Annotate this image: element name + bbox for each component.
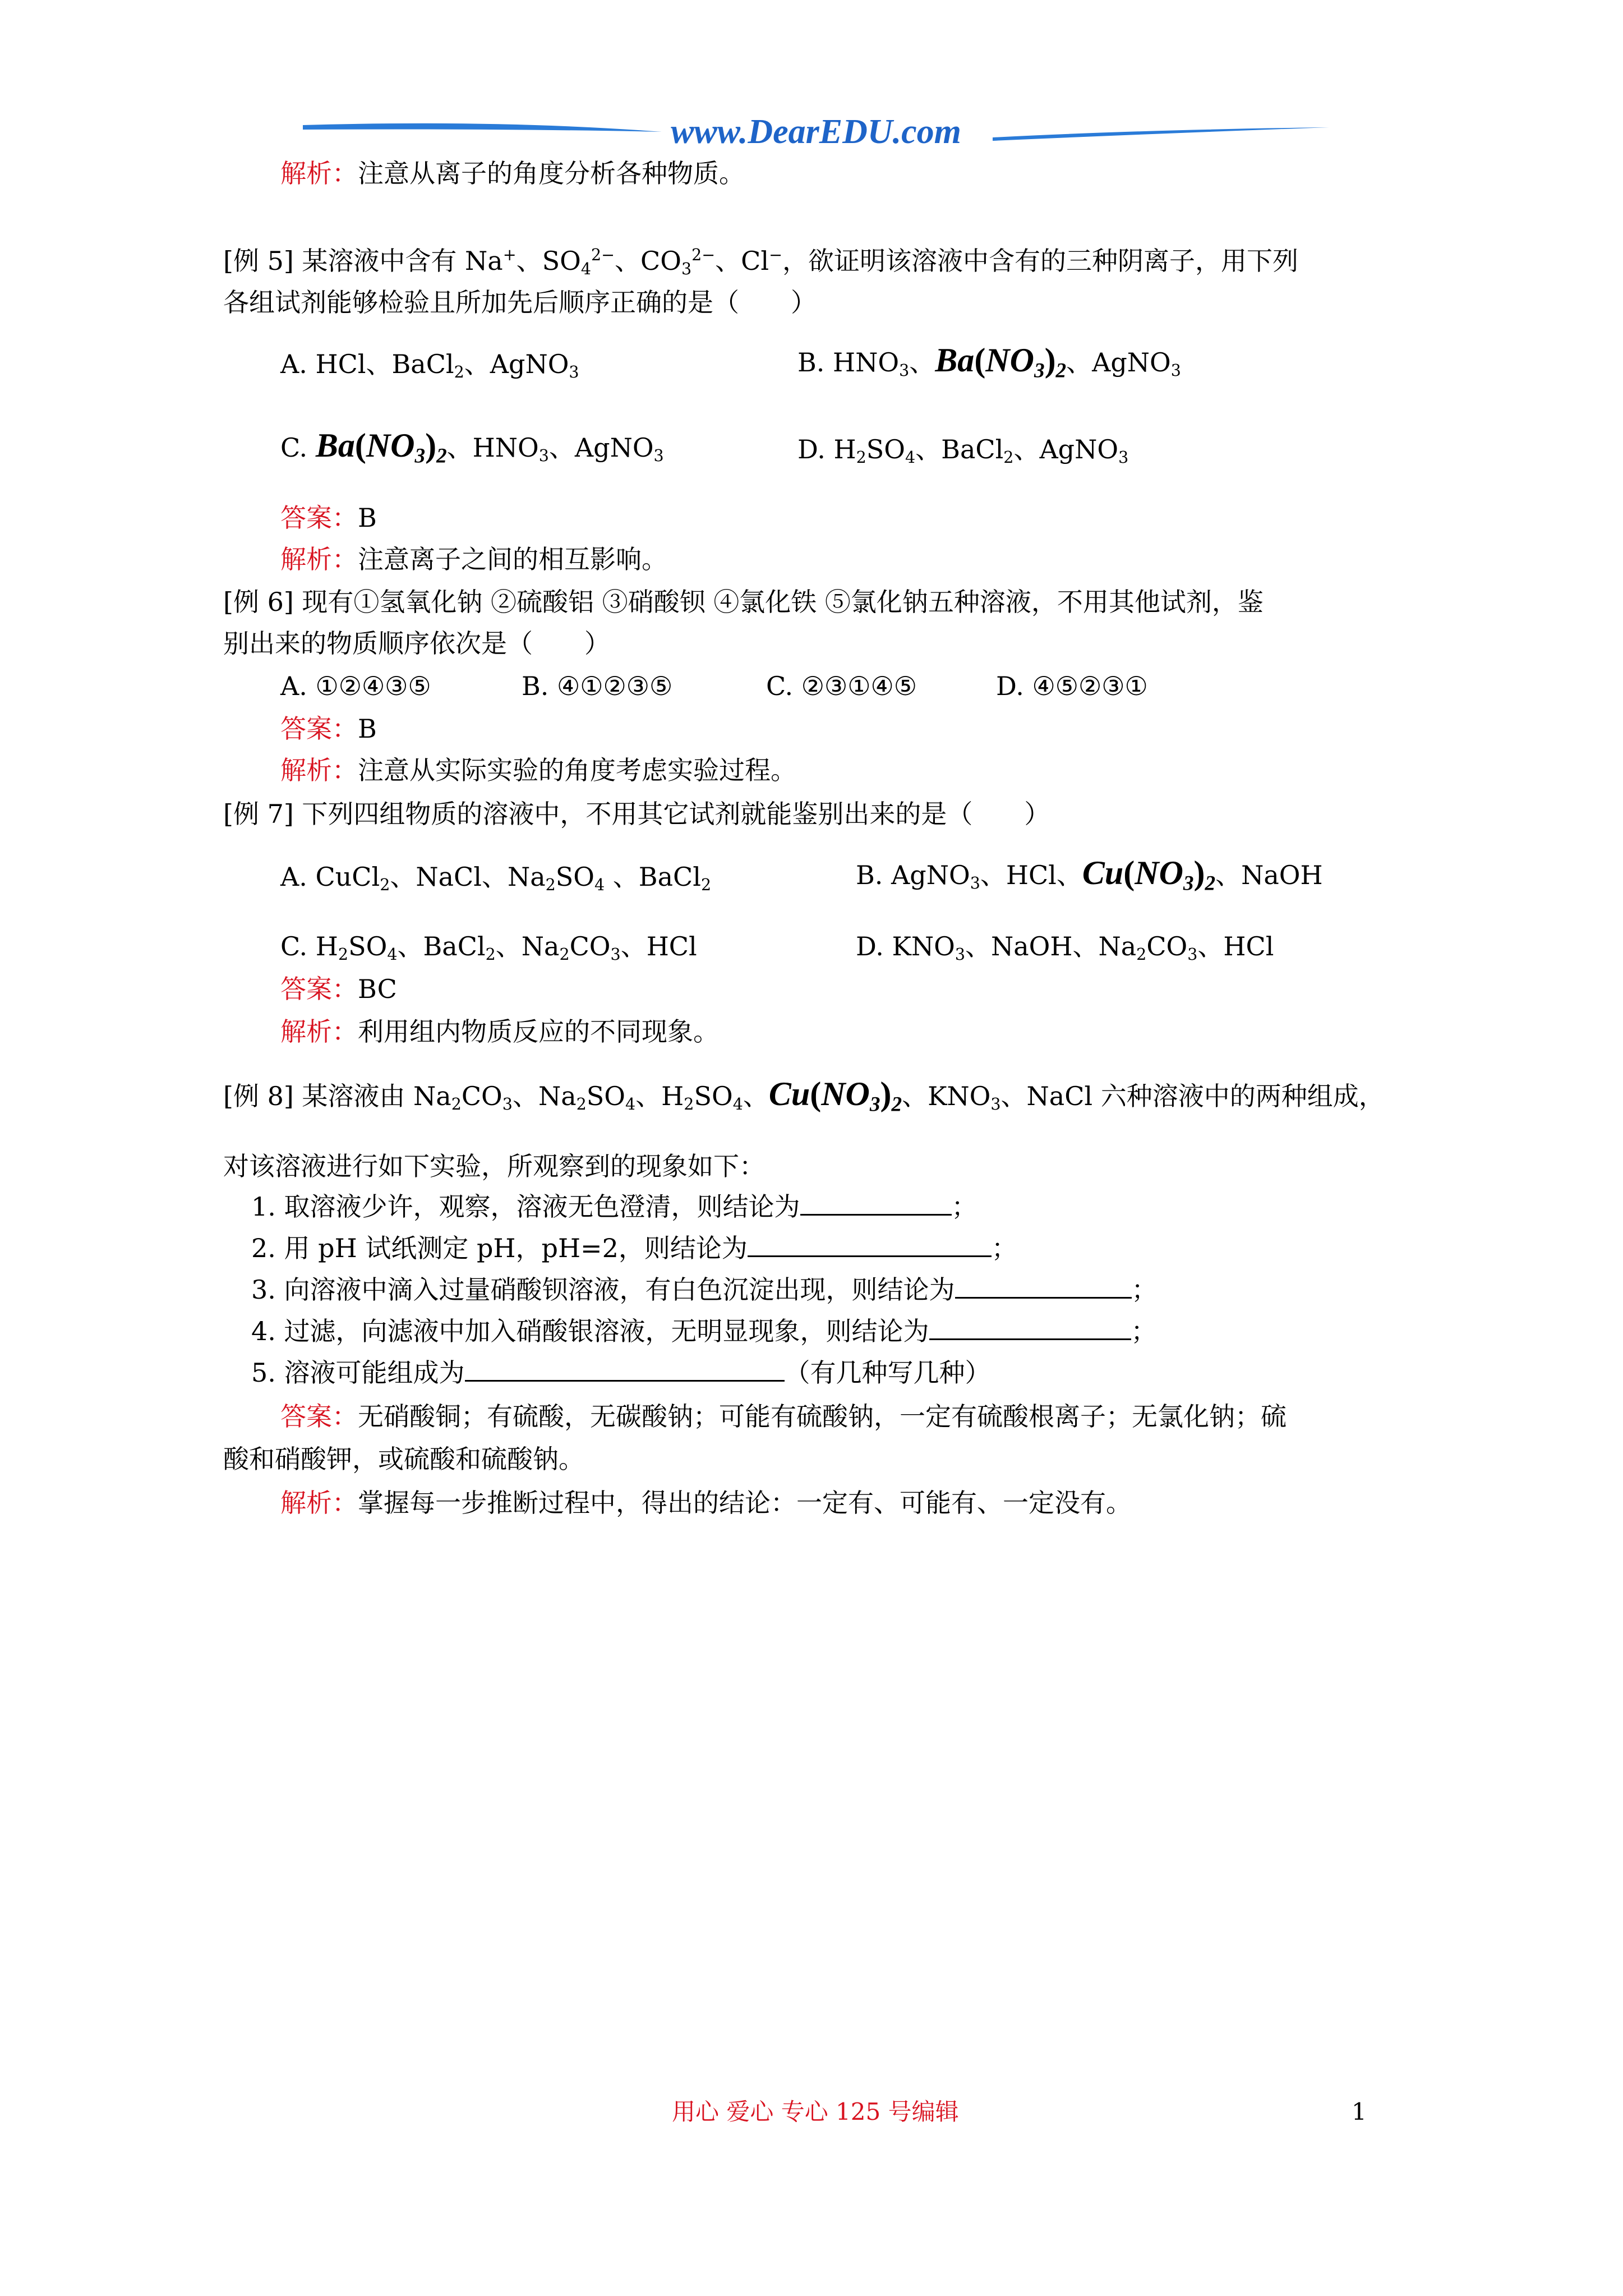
ex7-answer: 答案：BC — [280, 974, 397, 1004]
ex8-answer-line-2: 酸和硝酸钾，或硫酸和硫酸钠。 — [223, 1444, 584, 1474]
cu-no3-2-formula: $Cu(NO_3)_2$ — [1082, 854, 1216, 895]
ex8-analysis: 解析：掌握每一步推断过程中，得出的结论：一定有、可能有、一定没有。 — [280, 1488, 1132, 1518]
ex5-option-c: C. $Ba(NO_3)_2$、$HNO_3$、AgNO$_3$ — [280, 427, 664, 468]
ex8-question-line-1: [例 8] 某溶液由 $Na_2CO_3$、$Na_2SO_4$、$H_2SO_4$、$Cu(NO_3)_2$、$KNO_3$、NaCl 六种溶液中的两种组成， — [223, 1075, 1385, 1116]
ex8-step-2: 2. 用 pH 试纸测定 pH，pH=2，则结论为 ； — [251, 1233, 1017, 1263]
answer-blank[interactable] — [955, 1274, 1132, 1299]
answer-blank[interactable] — [929, 1316, 1131, 1340]
ex8-answer-line-1: 答案：无硝酸铜；有硫酸，无碳酸钠；可能有硫酸钠，一定有硫酸根离子；无氯化钠；硫 — [280, 1401, 1287, 1432]
header-site-name: www.DearEDU.com — [671, 113, 961, 151]
ba-no3-2-formula: $Ba(NO_3)_2$ — [935, 342, 1067, 383]
ex6-question-line-2: 别出来的物质顺序依次是（ ） — [223, 628, 610, 659]
p1-line — [280, 158, 745, 189]
ex8-step-1: 1. 取溶液少许，观察，溶液无色澄清，则结论为 ； — [251, 1191, 978, 1222]
ex5-question-line-1: [例 5] 某溶液中含有 Na+、$SO_4^{2-}$、$CO_3^{2-}$、Cl−，欲证明该溶液中含有的三种阴离子，用下列 — [223, 245, 1298, 278]
answer-blank[interactable] — [748, 1233, 992, 1257]
ex8-question-line-2: 对该溶液进行如下实验，所观察到的现象如下： — [223, 1151, 765, 1181]
ex7-option-c: C. $H_2SO_4$、BaCl$_2$、$Na_2CO_3$、HCl — [280, 931, 697, 964]
ex6-question-line-1: [例 6] 现有①氢氧化钠 ②硫酸铝 ③硝酸钡 ④氯化铁 ⑤氯化钠五种溶液，不用其他试剂，鉴 — [223, 587, 1264, 617]
ex6-option-a: A. ①②④③⑤ — [280, 671, 431, 701]
ex7-analysis: 解析：利用组内物质反应的不同现象。 — [280, 1016, 719, 1047]
ex5-question-line-2: 各组试剂能够检验且所加先后顺序正确的是（ ） — [223, 287, 817, 318]
ex7-option-a: A. CuCl$_2$、NaCl、$Na_2SO_4$ 、BaCl$_2$ — [280, 862, 712, 894]
answer-blank[interactable] — [800, 1191, 952, 1216]
ex6-analysis: 解析：注意从实际实验的角度考虑实验过程。 — [280, 755, 796, 785]
ex6-option-d: D. ④⑤②③① — [996, 671, 1148, 701]
ex6-option-c: C. ②③①④⑤ — [766, 671, 917, 701]
cu-no3-2-formula: $Cu(NO_3)_2$ — [768, 1075, 902, 1116]
ex5-option-d: D. $H_2SO_4$、BaCl$_2$、AgNO$_3$ — [797, 434, 1129, 467]
ex6-answer: 答案：B — [280, 714, 377, 744]
ex6-option-b: B. ④①②③⑤ — [522, 671, 673, 701]
ex7-option-d: D. $KNO_3$、NaOH、$Na_2CO_3$、HCl — [856, 931, 1274, 964]
analysis-text: 注意从离子的角度分析各种物质。 — [358, 158, 745, 188]
ex5-option-a: A. HCl、BaCl$_2$、AgNO$_3$ — [280, 349, 579, 381]
analysis-label: 解析： — [280, 158, 358, 188]
ba-no3-2-formula: $Ba(NO_3)_2$ — [315, 427, 447, 468]
page-number: 1 — [1352, 2098, 1367, 2125]
header-banner — [303, 115, 1329, 149]
answer-blank[interactable] — [465, 1358, 785, 1382]
ex5-answer: 答案：B — [280, 503, 377, 533]
ex7-option-b: B. AgNO$_3$、HCl、$Cu(NO_3)_2$、NaOH — [856, 854, 1323, 895]
ex8-step-5: 5. 溶液可能组成为 （有几种写几种） — [251, 1358, 991, 1388]
ex5-analysis: 解析：注意离子之间的相互影响。 — [280, 544, 667, 574]
ex8-step-3: 3. 向溶液中滴入过量硝酸钡溶液，有白色沉淀出现，则结论为 ； — [251, 1274, 1158, 1305]
ex8-step-4: 4. 过滤，向滤液中加入硝酸银溶液，无明显现象，则结论为 ； — [251, 1316, 1157, 1346]
ex7-question-line-1: [例 7] 下列四组物质的溶液中，不用其它试剂就能鉴别出来的是（ ） — [223, 799, 1050, 829]
footer-text: 用心 爱心 专心 125 号编辑 — [672, 2098, 959, 2125]
ex5-option-b: B. $HNO_3$、$Ba(NO_3)_2$、AgNO$_3$ — [797, 342, 1181, 383]
